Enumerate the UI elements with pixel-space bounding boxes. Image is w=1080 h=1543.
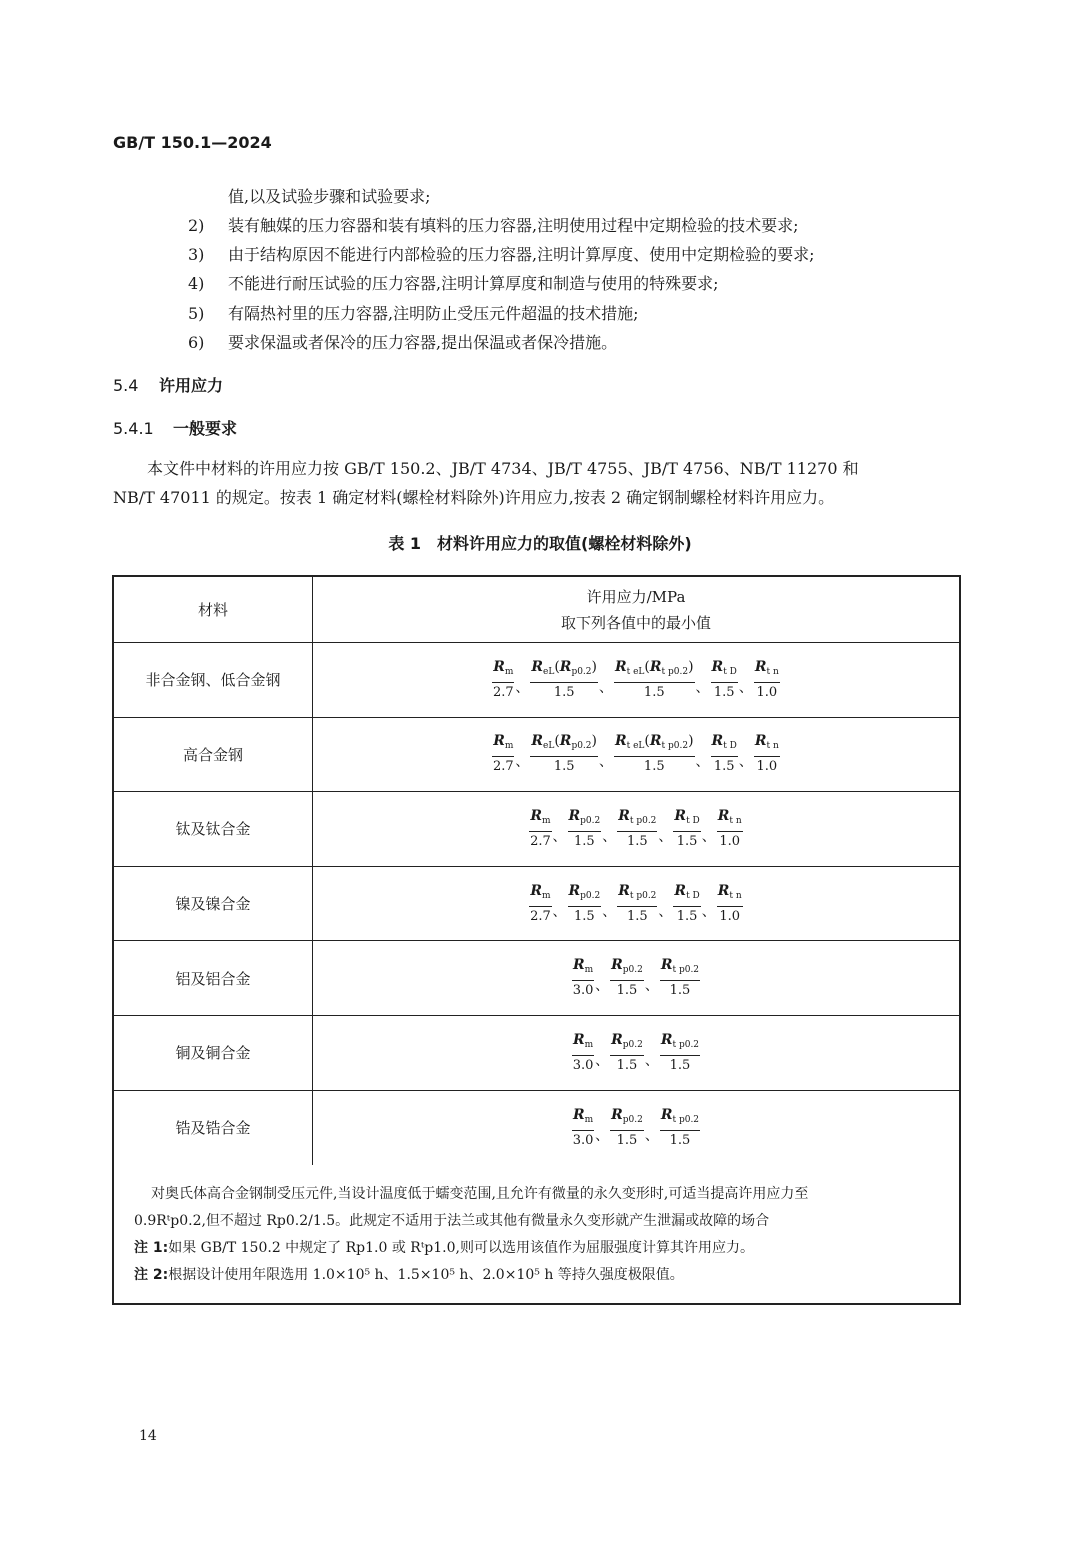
- symbol-index: t p0.2: [661, 666, 689, 677]
- separator: 、: [602, 828, 617, 845]
- symbol-index: m: [541, 815, 551, 826]
- note-main: 对奥氏体高合金钢制受压元件,当设计温度低于蠕变范围,且允许有微量的永久变形时,可适当提高许用应力至: [151, 1186, 809, 1203]
- denominator: 2.7: [492, 759, 514, 775]
- numerator: [614, 659, 695, 683]
- symbol: [560, 659, 592, 675]
- list-item-text: 装有触媒的压力容器和装有填料的压力容器,注明使用过程中定期检验的技术要求;: [228, 216, 799, 235]
- denominator: 1.5: [574, 833, 595, 849]
- stress-formula: [528, 883, 743, 925]
- numerator: [568, 808, 602, 832]
- material-cell: 高合金钢: [114, 718, 313, 792]
- numerator: [572, 1032, 594, 1056]
- symbol: [531, 659, 554, 675]
- symbol-index: m: [584, 965, 594, 976]
- stress-formula-cell: [313, 1016, 959, 1090]
- section-heading: [113, 373, 223, 396]
- symbol: [569, 883, 601, 899]
- symbol-index: t D: [686, 815, 700, 826]
- symbol: [611, 1107, 643, 1123]
- separator: 、: [598, 754, 613, 771]
- symbol: [611, 1032, 643, 1048]
- separator: 、: [598, 679, 613, 696]
- denominator: 1.5: [616, 1132, 638, 1148]
- list-item: [188, 269, 814, 298]
- numerator: [529, 808, 551, 832]
- symbol: [650, 659, 688, 675]
- symbol: [615, 659, 644, 675]
- fraction: [572, 957, 594, 999]
- denominator: 1.5: [669, 1057, 691, 1073]
- denominator: 1.5: [676, 833, 698, 849]
- symbol-letter: R: [618, 807, 630, 824]
- table-header-row: [114, 577, 959, 643]
- symbol-index: t n: [729, 890, 742, 901]
- symbol: [493, 659, 513, 675]
- allowable-stress-table: [112, 575, 961, 1305]
- denominator: 1.0: [756, 684, 778, 700]
- symbol: [530, 883, 550, 899]
- material-cell: 镍及镍合金: [114, 867, 313, 941]
- denominator: 1.5: [616, 983, 638, 999]
- separator: 、: [602, 903, 617, 920]
- table-row: [114, 718, 959, 793]
- symbol-letter: R: [711, 733, 724, 750]
- fraction: [610, 1032, 644, 1074]
- denominator: 1.0: [719, 833, 741, 849]
- stress-formula-cell: [313, 718, 959, 792]
- stress-formula: [571, 1032, 701, 1074]
- table-notes: [114, 1165, 959, 1303]
- material-cell: 铝及铝合金: [114, 941, 313, 1015]
- symbol: [611, 957, 643, 976]
- fraction: [754, 733, 780, 775]
- fraction: [711, 733, 738, 775]
- symbol-letter: R: [559, 733, 572, 750]
- note-label: 注 2:: [134, 1267, 169, 1284]
- denominator: 2.7: [530, 833, 551, 849]
- denominator: 1.5: [676, 908, 698, 924]
- material-cell: 钛及钛合金: [114, 792, 313, 866]
- denominator: 3.0: [572, 1057, 594, 1073]
- fraction: [530, 733, 598, 775]
- symbol-index: t n: [729, 815, 742, 826]
- paren: ): [688, 658, 694, 675]
- symbol-letter: R: [614, 658, 627, 675]
- symbol-index: t p0.2: [661, 741, 689, 752]
- denominator: 1.5: [574, 908, 595, 924]
- fraction: [660, 1032, 700, 1074]
- paren: (: [554, 658, 560, 675]
- symbol-letter: R: [711, 658, 724, 675]
- numerator: [568, 883, 602, 907]
- header-stress-line: 取下列各值中的最小值: [560, 613, 711, 632]
- list-item: [188, 299, 814, 328]
- symbol-letter: R: [530, 882, 542, 899]
- fraction: [529, 883, 551, 925]
- numerator: [660, 1107, 700, 1131]
- subsection-title: 一般要求: [173, 419, 238, 438]
- table-caption: 表 1 材料许用应力的取值(螺栓材料除外): [388, 534, 692, 553]
- paren: ): [688, 733, 694, 750]
- material-cell: 锆及锆合金: [114, 1091, 313, 1166]
- symbol: [493, 733, 514, 752]
- symbol-letter: R: [618, 882, 630, 899]
- denominator: 1.5: [553, 684, 575, 700]
- numerator: [492, 659, 514, 683]
- paren: (: [644, 658, 650, 675]
- denominator: 1.5: [713, 684, 735, 700]
- fraction: [492, 659, 514, 701]
- numerator: [711, 659, 738, 683]
- paragraph-line: 本文件中材料的许用应力按 GB/T 150.2、JB/T 4734、JB/T 4755、JB/T 4756、NB/T 11270 和: [147, 459, 859, 478]
- fraction: [614, 659, 695, 701]
- symbol-letter: R: [531, 658, 544, 675]
- denominator: 1.5: [669, 983, 691, 999]
- symbol-letter: R: [717, 807, 730, 824]
- list-item: [188, 211, 814, 240]
- symbol-index: m: [504, 741, 514, 752]
- list-item-text: 有隔热衬里的压力容器,注明防止受压元件超温的技术措施;: [228, 303, 639, 323]
- symbol: [711, 733, 737, 752]
- fraction: [530, 659, 598, 701]
- denominator: 3.0: [572, 983, 594, 999]
- numerator: [610, 1032, 644, 1056]
- denominator: 1.5: [713, 759, 735, 775]
- note-main: 0.9Rᵗp0.2,但不超过 Rp0.2/1.5。此规定不适用于法兰或其他有微量永久变形就产生泄漏或故障的场合: [134, 1213, 770, 1230]
- fraction: [572, 1032, 594, 1074]
- symbol-letter: R: [649, 733, 662, 750]
- numerator: [572, 957, 594, 981]
- numerator: [572, 1107, 594, 1131]
- paragraph-line: NB/T 47011 的规定。按表 1 确定材料(螺栓材料除外)许用应力,按表 2 确定钢制螺栓材料许用应力。: [113, 488, 835, 507]
- fraction: [673, 883, 700, 925]
- denominator: 1.5: [643, 759, 665, 775]
- numerator: [530, 659, 598, 683]
- separator: 、: [644, 1052, 659, 1069]
- symbol: [661, 1107, 699, 1123]
- separator: 、: [595, 1127, 610, 1144]
- symbol-letter: R: [660, 957, 673, 974]
- note-text: 根据设计使用年限选用 1.0×10⁵ h、1.5×10⁵ h、2.0×10⁵ h 等持久强度极限值。: [168, 1267, 684, 1284]
- fraction: [568, 883, 602, 925]
- symbol-letter: R: [559, 658, 572, 675]
- separator: 、: [658, 828, 673, 845]
- symbol-letter: R: [674, 882, 687, 899]
- symbol-index: t p0.2: [672, 1114, 700, 1125]
- symbol: [572, 957, 594, 976]
- separator: 、: [515, 754, 530, 771]
- symbol-index: t n: [766, 741, 779, 752]
- separator: 、: [644, 1127, 659, 1144]
- note-label: 注 1:: [134, 1240, 169, 1257]
- table-row: [114, 867, 959, 942]
- denominator: 1.5: [626, 833, 648, 849]
- symbol: [530, 808, 550, 824]
- symbol-index: t D: [686, 890, 700, 901]
- separator: 、: [595, 1052, 610, 1069]
- fraction: [673, 808, 700, 850]
- table-row: [114, 1016, 959, 1091]
- symbol: [755, 659, 779, 675]
- note-1: [134, 1235, 949, 1262]
- table-row: [114, 643, 959, 718]
- stress-formula-cell: [313, 792, 959, 866]
- denominator: 3.0: [572, 1132, 594, 1148]
- denominator: 1.5: [616, 1057, 638, 1073]
- stress-formula-cell: [313, 1091, 959, 1166]
- paren: ): [591, 733, 597, 750]
- table-row: [114, 941, 959, 1016]
- symbol: [674, 883, 699, 899]
- numerator: [754, 733, 780, 757]
- denominator: 1.0: [756, 759, 778, 775]
- numerator: [717, 883, 743, 907]
- separator: 、: [595, 978, 610, 995]
- symbol: [618, 808, 656, 824]
- symbol: [618, 883, 656, 899]
- list-item-text: 由于结构原因不能进行内部检验的压力容器,注明计算厚度、使用中定期检验的要求;: [228, 245, 815, 265]
- separator: 、: [515, 679, 530, 696]
- symbol-index: p0.2: [622, 1114, 643, 1125]
- symbol-letter: R: [611, 1106, 623, 1123]
- fraction: [617, 883, 657, 925]
- material-cell: 非合金钢、低合金钢: [114, 643, 313, 717]
- fraction: [660, 1107, 700, 1149]
- table-row: [114, 792, 959, 867]
- numerator: [617, 883, 657, 907]
- list-item: [188, 328, 814, 357]
- list-item-number: 2): [188, 216, 205, 235]
- symbol-letter: R: [568, 882, 581, 899]
- symbol: [573, 1107, 593, 1123]
- page-number: 14: [139, 1428, 157, 1444]
- numerator: [673, 808, 700, 832]
- fraction: [617, 808, 657, 850]
- fraction: [717, 808, 743, 850]
- symbol-letter: R: [754, 733, 767, 750]
- fraction: [717, 883, 743, 925]
- fraction: [660, 957, 700, 999]
- fraction: [614, 733, 695, 775]
- symbol-index: p0.2: [571, 741, 592, 752]
- separator: 、: [552, 828, 567, 845]
- symbol-index: p0.2: [580, 815, 601, 826]
- stress-formula-cell: [313, 643, 959, 717]
- symbol-index: t p0.2: [672, 965, 700, 976]
- stress-formula: [491, 733, 781, 775]
- list-item-number: 6): [188, 332, 205, 352]
- symbol: [718, 808, 742, 824]
- header-stress: [313, 577, 959, 642]
- symbol-index: m: [541, 890, 551, 901]
- numerator: [617, 808, 657, 832]
- material-cell: 铜及铜合金: [114, 1016, 313, 1090]
- separator: 、: [658, 903, 673, 920]
- symbol-index: m: [584, 1039, 594, 1050]
- list-item-number: 3): [188, 245, 205, 265]
- symbol-letter: R: [572, 957, 585, 974]
- note-2: [134, 1262, 949, 1289]
- symbol-letter: R: [611, 957, 623, 974]
- stress-formula: [571, 1107, 701, 1149]
- denominator: 1.5: [553, 759, 575, 775]
- symbol-index: t eL: [626, 741, 645, 752]
- symbol-letter: R: [493, 658, 505, 675]
- symbol: [569, 808, 601, 824]
- symbol-index: t eL: [626, 666, 645, 677]
- symbol-index: t p0.2: [629, 890, 657, 901]
- subsection-heading: [113, 416, 237, 439]
- table-body: [114, 643, 959, 1165]
- symbol-index: eL: [543, 666, 555, 677]
- numerator: [660, 957, 700, 981]
- symbol-letter: R: [649, 658, 662, 675]
- document-id: GB/T 150.1—2024: [113, 133, 272, 152]
- symbol-index: t p0.2: [672, 1039, 700, 1050]
- list-item: [188, 240, 814, 269]
- symbol: [718, 883, 742, 899]
- numerator: [610, 1107, 644, 1131]
- fraction: [711, 659, 738, 701]
- symbol-letter: R: [717, 882, 730, 899]
- denominator: 1.0: [719, 908, 741, 924]
- separator: 、: [695, 754, 710, 771]
- numerator: [530, 733, 598, 757]
- numerator: [754, 659, 780, 683]
- numerator: [717, 808, 743, 832]
- symbol-letter: R: [674, 807, 687, 824]
- symbol-letter: R: [614, 733, 627, 750]
- fraction: [568, 808, 602, 850]
- symbol: [660, 957, 700, 976]
- symbol-index: t p0.2: [629, 815, 657, 826]
- fraction: [529, 808, 551, 850]
- paren: (: [554, 733, 560, 750]
- stress-formula: [491, 659, 781, 701]
- symbol-letter: R: [572, 1106, 585, 1123]
- fraction: [610, 957, 644, 999]
- symbol: [649, 733, 689, 752]
- symbol-letter: R: [568, 807, 581, 824]
- symbol-index: eL: [543, 741, 555, 752]
- symbol-letter: R: [660, 1031, 673, 1048]
- section-number: 5.4: [113, 376, 139, 395]
- symbol-letter: R: [572, 1031, 585, 1048]
- symbol-letter: R: [530, 807, 542, 824]
- list-item-text: 要求保温或者保冷的压力容器,提出保温或者保冷措施。: [228, 332, 618, 352]
- stress-formula-cell: [313, 867, 959, 941]
- fraction: [572, 1107, 594, 1149]
- denominator: 2.7: [530, 908, 551, 924]
- numerator: [610, 957, 644, 981]
- fraction: [610, 1107, 644, 1149]
- separator: 、: [552, 903, 567, 920]
- section-title: 许用应力: [159, 376, 224, 395]
- list-item-text: 不能进行耐压试验的压力容器,注明计算厚度和制造与使用的特殊要求;: [228, 274, 719, 294]
- list-item-number: 4): [188, 274, 205, 294]
- separator: 、: [701, 828, 716, 845]
- separator: 、: [695, 679, 710, 696]
- symbol-letter: R: [660, 1106, 673, 1123]
- numerator: [673, 883, 700, 907]
- note-text: 如果 GB/T 150.2 中规定了 Rp1.0 或 Rᵗp1.0,则可以选用该值作为屈服强度计算其许用应力。: [168, 1240, 754, 1257]
- numerator: [711, 733, 738, 757]
- stress-formula-cell: [313, 941, 959, 1015]
- stress-formula: [571, 957, 701, 999]
- paren: (: [644, 733, 650, 750]
- symbol: [674, 808, 699, 824]
- numerator: [660, 1032, 700, 1056]
- header-material: 材料: [114, 577, 313, 642]
- denominator: 1.5: [643, 684, 665, 700]
- stress-formula: [528, 808, 743, 850]
- separator: 、: [701, 903, 716, 920]
- symbol: [614, 733, 645, 752]
- symbol-index: m: [584, 1114, 594, 1125]
- symbol-index: p0.2: [622, 1039, 643, 1050]
- header-stress-line: 许用应力/MPa: [586, 587, 686, 606]
- numerator: [614, 733, 695, 757]
- fraction: [492, 733, 514, 775]
- symbol-index: p0.2: [580, 890, 601, 901]
- symbol-letter: R: [531, 733, 544, 750]
- denominator: 2.7: [492, 684, 514, 700]
- separator: 、: [738, 679, 753, 696]
- denominator: 1.5: [669, 1132, 691, 1148]
- symbol-index: p0.2: [622, 965, 643, 976]
- requirements-list: [188, 211, 814, 357]
- symbol-letter: R: [754, 658, 767, 675]
- paren: ): [591, 658, 597, 675]
- symbol: [531, 733, 555, 752]
- body-paragraph: [113, 454, 961, 512]
- numerator: [492, 733, 514, 757]
- symbol-index: t n: [766, 666, 779, 677]
- separator: 、: [738, 754, 753, 771]
- symbol-index: t D: [723, 666, 737, 677]
- list-continuation: 值,以及试验步骤和试验要求;: [228, 187, 431, 206]
- symbol: [712, 659, 737, 675]
- symbol: [754, 733, 779, 752]
- symbol: [573, 1032, 593, 1048]
- symbol-index: m: [504, 666, 514, 677]
- subsection-number: 5.4.1: [113, 419, 154, 438]
- symbol-letter: R: [493, 733, 505, 750]
- numerator: [529, 883, 551, 907]
- symbol-letter: R: [611, 1031, 623, 1048]
- symbol: [661, 1032, 699, 1048]
- denominator: 1.5: [626, 908, 648, 924]
- separator: 、: [644, 978, 659, 995]
- table-row: [114, 1091, 959, 1166]
- symbol: [559, 733, 592, 752]
- fraction: [754, 659, 780, 701]
- symbol-index: t D: [723, 741, 737, 752]
- list-item-number: 5): [188, 303, 205, 323]
- symbol-index: p0.2: [571, 666, 592, 677]
